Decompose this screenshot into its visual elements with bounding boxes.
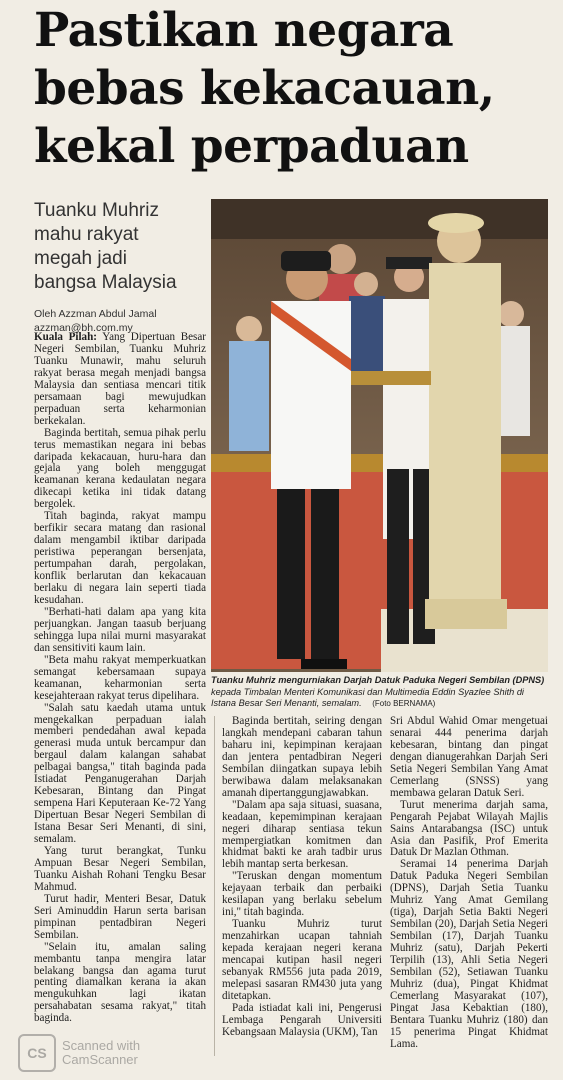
news-photo: [211, 199, 548, 672]
photo-credit: (Foto BERNAMA): [372, 699, 436, 709]
headline-line-3: kekal perpaduan: [34, 119, 469, 174]
byline-name: Oleh Azzman Abdul Jamal: [34, 308, 157, 320]
subheadline-line: Tuanku Muhriz: [34, 200, 159, 221]
paragraph: Seramai 14 penerima Darjah Datuk Paduka Negeri Sembilan (DPNS), Darjah Setia Tuanku Muhriz Yang Amat Gemilang (tiga), Darjah Setia Bakti Negeri Sembilan (20), Darjah Setia Negeri Sembilan (17), Darjah Tuanku Muhriz (satu), Darjah Pekerti Terpilih (13), Ahli Setia Negeri Sembilan (52), Setiawan Tuanku Muhriz (dua), Pingat Khidmat Cemerlang Masyarakat (107), Pingat Jasa Kebaktian (180), Bentara Tuanku Muhriz (180) dan 15 penerima Pingat Khidmat Lama.: [390, 858, 548, 1050]
paragraph-text: Yang Dipertuan Besar Negeri Sembilan, Tuanku Muhriz Tuanku Munawir, mahu seluruh rakyat berasa megah menjadi bangsa Malaysia dan sentiasa mencari titik persamaan bagi mewujudkan perpaduan serta keharmonian berkekalan.: [34, 331, 206, 427]
caption-bold: Tuanku Muhriz mengurniakan Darjah Datuk Paduka Negeri Sembilan (DPNS): [211, 675, 545, 685]
ceremony-photo-illustration: [211, 199, 548, 672]
paragraph: "Salah satu kaedah utama untuk mengekalkan perpaduan ialah memberi pendedahan awal kepada generasi muda untuk bercampur dan bergaul dalam kalangan sahabat pelbagai bangsa," titah baginda pada Istiadat Penganugerahan Darjah Kebesaran, Bintang dan Pingat sempena Hari Keputeraan Ke-72 Yang Dipertuan Besar Negeri Sembilan di Istana Besar Seri Menanti, di sini, semalam.: [34, 701, 206, 846]
paragraph: "Selain itu, amalan saling membantu tanpa mengira latar belakang bangsa dan agama turut penting diamalkan kerana ia akan mengukuhkan lagi ikatan persahabatan sesama rakyat," titah baginda.: [34, 940, 206, 1025]
paragraph: Pada istiadat kali ini, Pengerusi Lembaga Pengarah Universiti Kebangsaan Malaysia (UKM), Tan: [222, 1001, 382, 1038]
photo-caption: [211, 675, 548, 710]
paragraph: "Berhati-hati dalam apa yang kita perjuangkan. Jangan taasub berjuang sehingga lupa nilai murni masyarakat dan sensitiviti kaum lain.: [34, 605, 206, 654]
subheadline-line: megah jadi: [34, 248, 127, 269]
headline-line-1: Pastikan negara: [34, 3, 454, 58]
paragraph: Baginda bertitah, seiring dengan langkah mendepani cabaran tahun baharu ini, kepimpinan kerajaan dan jentera pentadbiran Negeri Sembilan diingatkan supaya lebih berwibawa dalam melaksanakan amanah dipertanggungjawabkan.: [222, 715, 382, 799]
article-column-1: [34, 332, 206, 1025]
headline: [34, 2, 554, 176]
paragraph: Tuanku Muhriz turut menzahirkan ucapan tahniah kepada kerajaan negeri kerana mencapai kutipan hasil negeri sebanyak RM556 juta pada 2019, melepasi sasaran RM430 juta yang ditetapkan.: [222, 918, 382, 1002]
paragraph: "Teruskan dengan momentum kejayaan terbaik dan perbaiki kesilapan yang berlaku sebelum ini," titah baginda.: [222, 870, 382, 919]
column-divider: [214, 716, 215, 1056]
watermark-text: [62, 1039, 140, 1067]
paragraph: Titah baginda, rakyat mampu berfikir secara matang dan rasional dalam mengambil iktibar daripada peristiwa peperangan bersenjata, pertumpahan darah, pergolakan, konflik berlarutan dan kekacauan berlaku di negara lain seperti tiada kesudahan.: [34, 510, 206, 606]
subheadline-line: mahu rakyat: [34, 224, 139, 245]
dateline: Kuala Pilah:: [34, 331, 97, 343]
caption-text: kepada Timbalan Menteri Komunikasi dan Multimedia Eddin Syazlee Shith di Istana Besar Seri Menanti, semalam.: [211, 686, 524, 709]
paragraph: Turut hadir, Menteri Besar, Datuk Seri Aminuddin Harun serta barisan pimpinan pentadbiran Negeri Sembilan.: [34, 892, 206, 941]
paragraph: [34, 332, 206, 428]
paragraph: "Dalam apa saja situasi, suasana, keadaan, kepemimpinan kerajaan negeri diharap sentiasa tekun mempergiatkan komitmen dan khidmat bakti ke arah tadbir urus lebih mantap serta berkesan.: [222, 798, 382, 871]
scanner-watermark: [18, 1034, 140, 1072]
paragraph: Yang turut berangkat, Tunku Ampuan Besar Negeri Sembilan, Tuanku Aishah Rohani Tengku Besar Mahmud.: [34, 844, 206, 893]
camscanner-logo-icon: CS: [18, 1034, 56, 1072]
watermark-line: CamScanner: [62, 1052, 138, 1067]
article-column-3: [390, 716, 548, 1051]
byline-email: azzman@bh.com.my: [34, 322, 133, 334]
article-column-2: [222, 716, 382, 1039]
subheadline: [34, 199, 204, 295]
headline-line-2: bebas kekacauan,: [34, 61, 495, 116]
paragraph: Turut menerima darjah sama, Pengarah Pejabat Wilayah Majlis Sains Antarabangsa (ISC) untuk Asia dan Pasifik, Prof Emerita Datuk Dr Mazlan Othman.: [390, 798, 548, 859]
paragraph: Sri Abdul Wahid Omar mengetuai senarai 444 penerima darjah kebesaran, bintang dan pingat dengan dianugerahkan Darjah Seri Setia Negeri Sembilan Yang Amat Cemerlang (SNSS) yang membawa gelaran Datuk Seri.: [390, 715, 548, 799]
subheadline-line: bangsa Malaysia: [34, 272, 177, 293]
paragraph: Baginda bertitah, semua pihak perlu terus memastikan negara ini bebas daripada kekacauan, huru-hara dan gejala yang boleh menggugat keamanan kerana kedaulatan negara dikecapi ketika ini tidak datang bergolek.: [34, 426, 206, 511]
watermark-line: Scanned with: [62, 1038, 141, 1053]
paragraph: "Beta mahu rakyat memperkuatkan semangat kebersamaan supaya keamanan, keharmonian serta kesejahteraan rakyat terus dipelihara.: [34, 653, 206, 702]
